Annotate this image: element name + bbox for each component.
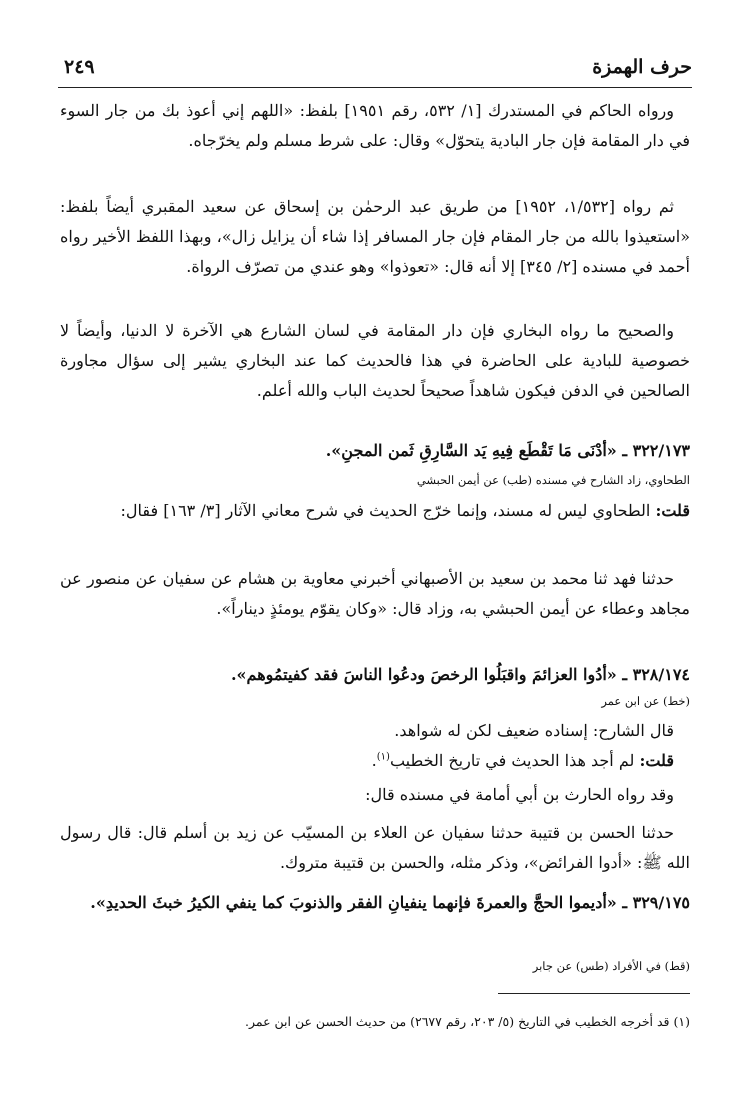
note-text: لم أجد هذا الحديث في تاريخ الخطيب [389,751,640,770]
paragraph-hakim: ورواه الحاكم في المستدرك [١/ ٥٣٢، رقم ١٩٥١] بلفظ: «اللهم إني أعوذ بك من جار السوء في دار المقامة فإن جار البادية يتحوّل» وقال: على شرط مسلم ولم يخرّجاه. [60,101,690,150]
hadith-174-isnad: حدثنا الحسن بن قتيبة حدثنا سفيان عن العلاء بن المسيّب عن زيد بن أسلم قال: قال رسول الله ﷺ: «أدوا الفرائض»، وذكر مثله، والحسن بن قتيبة متروك. [60,823,690,872]
chapter-title: حرف الهمزة [592,56,692,78]
footnote-reference[interactable]: (١) [376,751,390,763]
hadith-175-title: ٣٢٩/١٧٥ ـ «أديموا الحجَّ والعمرةَ فإنهما ينفيانِ الفقر والذنوبَ كما ينفي الكيرُ خبثَ الحديدِ». [90,893,690,912]
hadith-174-harith: وقد رواه الحارث بن أبي أمامة في مسنده قال: [365,785,674,804]
header-rule [58,87,692,88]
hadith-174-source: (خط) عن ابن عمر [601,694,690,708]
page-header [58,52,692,88]
paragraph-second-narration: ثم رواه [١/٥٣٢، ١٩٥٢] من طريق عبد الرحمٰن بن إسحاق عن سعيد المقبري أيضاً بلفظ: «استعيذوا بالله من جار المقام فإن جار المسافر إذا شاء أن يزايل زال»، وبهذا اللفظ الأخير رواه أحمد في مسنده [٢/ ٣٤٥] إلا أنه قال: «تعوذوا» وهو عندي من تصرّف الرواة. [60,197,690,276]
paragraph-correct-view: والصحيح ما رواه البخاري فإن دار المقامة في لسان الشارع هي الآخرة لا الدنيا، وأيضاً لا خصوصية للبادية على الحاضرة في هذا فالحديث كما عند البخاري يشير إلى سؤال مجاورة الصالحين في الدفن فيكون شاهداً صحيحاً لحديث الباب والله أعلم. [60,321,690,400]
hadith-174-commentary: قال الشارح: إسناده ضعيف لكن له شواهد. [394,721,674,740]
hadith-173-isnad: حدثنا فهد ثنا محمد بن سعيد بن الأصبهاني أخبرني معاوية بن هشام عن سفيان عن منصور عن مجاهد وعطاء عن أيمن الحبشي به، وزاد قال: «وكان يقوّم يومئذٍ ديناراً». [60,569,690,618]
note-label: قلت: [639,751,674,770]
hadith-174-note: قلت: لم أجد هذا الحديث في تاريخ الخطيب$^{(١)}$. [371,751,674,770]
note-text: الطحاوي ليس له مسند، وإنما خرّج الحديث في شرح معاني الآثار [٣/ ١٦٣] فقال: [120,501,656,520]
page-number: ٢٤٩ [64,56,95,78]
hadith-175-source: (قط) في الأفراد (طس) عن جابر [532,959,690,973]
footnote-separator [498,993,690,994]
hadith-173-note [60,496,690,526]
hadith-174-title: ٣٢٨/١٧٤ ـ «أدُوا العزائمَ واقبَلُوا الرخصَ ودعُوا الناسَ فقد كفيتمُوهم». [230,665,690,684]
hadith-173-title: ٣٢٢/١٧٣ ـ «أدْنَى مَا تَقْطَع فِيهِ يَد السَّارِقِ ثَمن المجنِ». [325,441,690,460]
note-label: قلت: [655,501,690,520]
hadith-173-source: الطحاوي، زاد الشارح في مسنده (طب) عن أيمن الحبشي [416,473,690,487]
footnote-1: (١) قد أخرجه الخطيب في التاريخ (٥/ ٢٠٣، رقم ٢٦٧٧) من حديث الحسن عن ابن عمر. [245,1014,690,1029]
